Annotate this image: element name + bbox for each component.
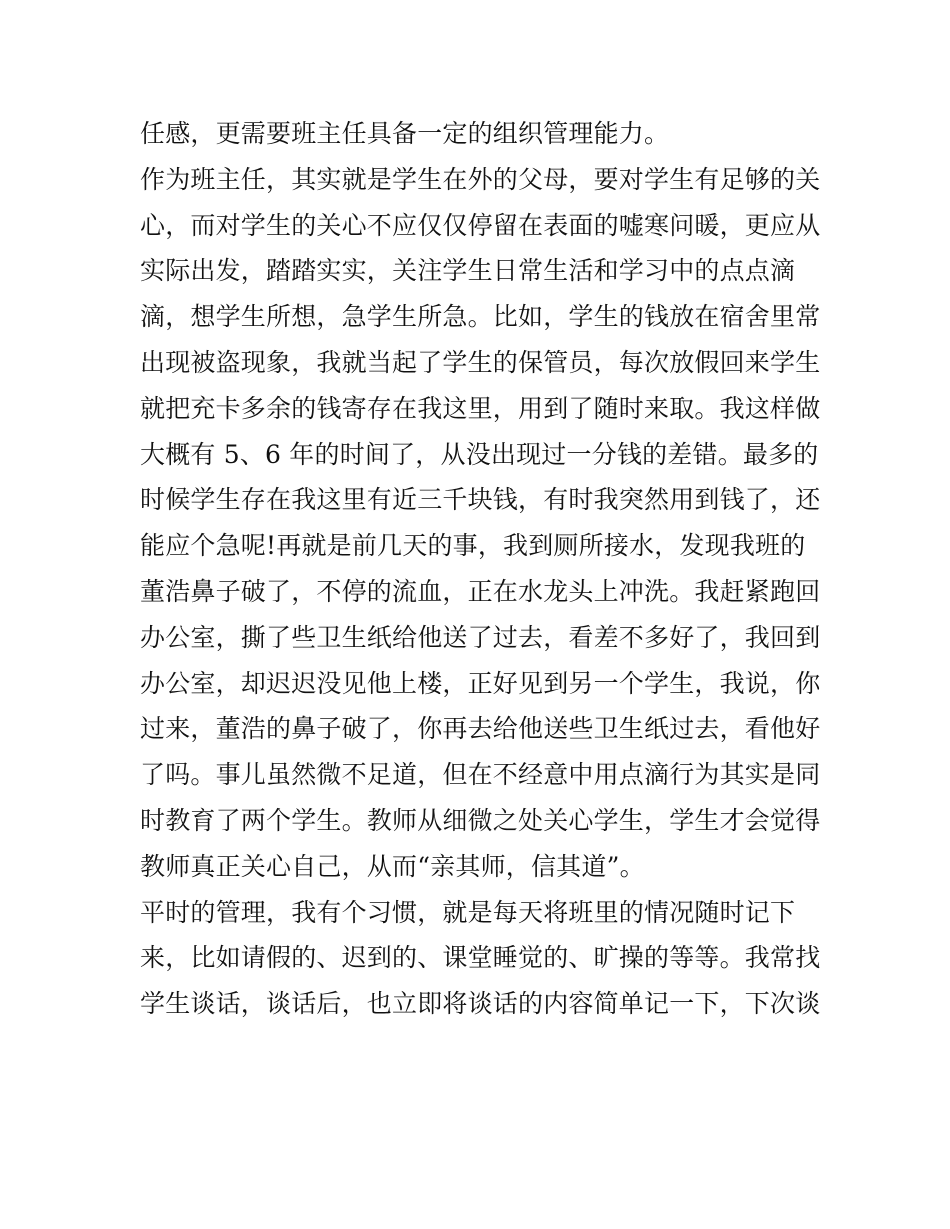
text-line: 就把充卡多余的钱寄存在我这里，用到了随时来取。我这样做 [140, 393, 821, 423]
text-line: 实际出发，踏踏实实，关注学生日常生活和学习中的点点滴 [140, 256, 796, 286]
text-line: 滴，想学生所想，急学生所急。比如，学生的钱放在宿舍里常 [140, 302, 821, 332]
text-line: 办公室，撕了些卫生纸给他送了过去，看差不多好了，我回到 [140, 622, 821, 652]
text-line: 平时的管理，我有个习惯，就是每天将班里的情况随时记下 [140, 897, 796, 927]
text-line: 出现被盗现象，我就当起了学生的保管员，每次放假回来学生 [140, 347, 821, 377]
text-line: 办公室，却迟迟没见他上楼，正好见到另一个学生，我说，你 [140, 668, 821, 698]
text-line: 大概有 5、6 年的时间了，从没出现过一分钱的差错。最多的 [140, 439, 819, 469]
document-body [140, 111, 840, 1027]
text-line: 教师真正关心自己，从而“亲其师，信其道”。 [140, 851, 645, 881]
text-line: 心，而对学生的关心不应仅仅停留在表面的嘘寒问暖，更应从 [140, 210, 821, 240]
text-line: 任感，更需要班主任具备一定的组织管理能力。 [140, 119, 670, 148]
text-line: 过来，董浩的鼻子破了，你再去给他送些卫生纸过去，看他好 [140, 714, 821, 744]
text-line: 董浩鼻子破了，不停的流血，正在水龙头上冲洗。我赶紧跑回 [140, 576, 821, 606]
text-line: 来，比如请假的、迟到的、课堂睡觉的、旷操的等等。我常找 [140, 943, 821, 973]
text-line: 作为班主任，其实就是学生在外的父母，要对学生有足够的关 [140, 164, 821, 194]
text-line: 了吗。事儿虽然微不足道，但在不经意中用点滴行为其实是同 [140, 760, 821, 790]
text-line: 能应个急呢!再就是前几天的事，我到厕所接水，发现我班的 [140, 531, 806, 561]
text-line: 时候学生存在我这里有近三千块钱，有时我突然用到钱了，还 [140, 485, 821, 515]
text-line: 时教育了两个学生。教师从细微之处关心学生，学生才会觉得 [140, 805, 821, 835]
text-line: 学生谈话，谈话后，也立即将谈话的内容简单记一下，下次谈 [140, 989, 821, 1019]
